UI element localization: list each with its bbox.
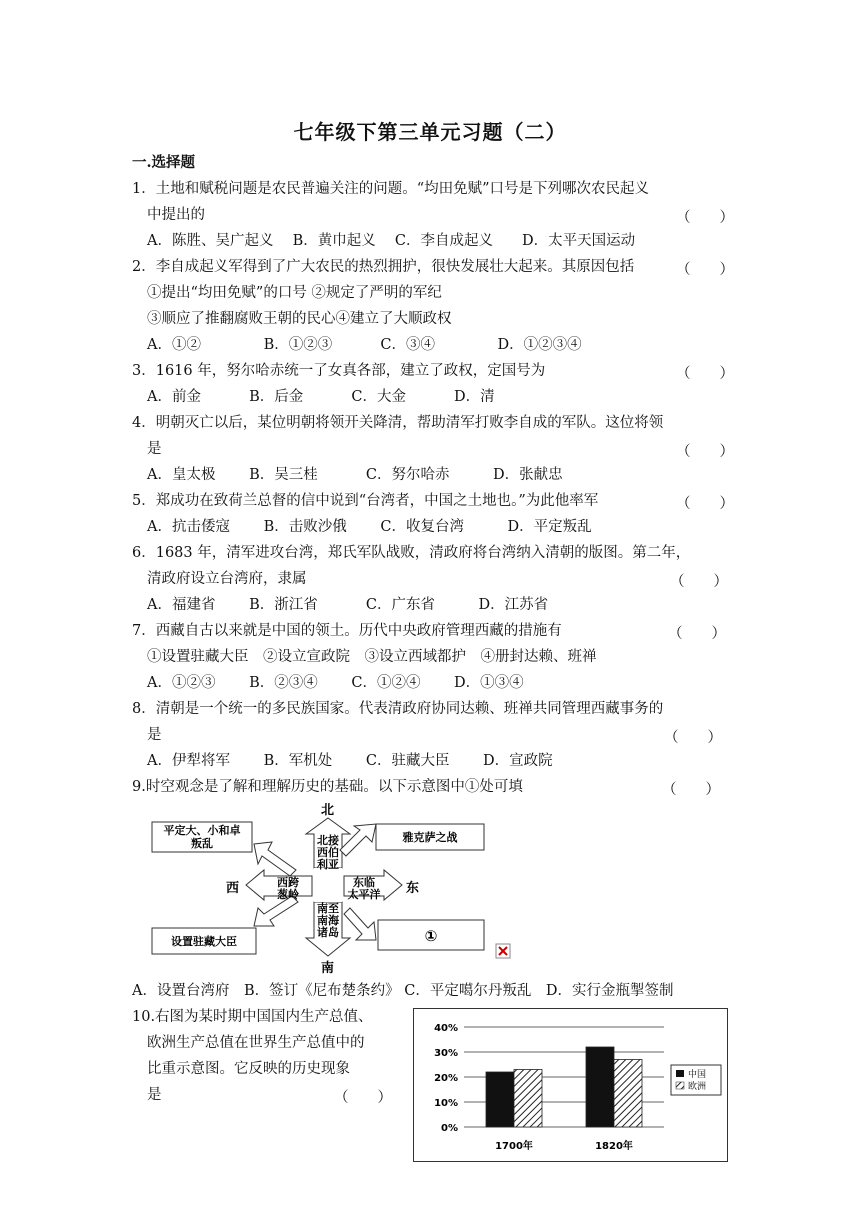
- q7-options: A．①②③ B．②③④ C．①②④ D．①③④: [147, 675, 524, 691]
- q2-item-line2: ③顺应了推翻腐败王朝的民心④建立了大顺政权: [147, 311, 452, 327]
- x-tick-label: 1700年: [495, 1141, 533, 1152]
- diagram-east-label: 东: [406, 881, 420, 896]
- q2-options: A．①② B．①②③ C．③④ D．①②③④: [147, 337, 582, 353]
- x-tick-label: 1820年: [595, 1141, 633, 1152]
- diagram-north-label: 北: [321, 803, 335, 818]
- arrow-south-line2: 南海: [317, 914, 339, 927]
- legend-label-china: 中国: [688, 1070, 707, 1080]
- q6-stem-cont: 清政府设立台湾府，隶属: [147, 571, 307, 587]
- arrow-east-line1: 东临: [353, 876, 375, 889]
- diagram-south-label: 南: [321, 961, 335, 975]
- q5-options: A．抗击倭寇 B．击败沙俄 C．收复台湾 D．平定叛乱: [147, 519, 592, 535]
- y-tick-label: 20%: [434, 1073, 458, 1084]
- box-bottom-right-label: ①: [424, 927, 438, 945]
- q1-answer-blank: （ ）: [676, 210, 734, 226]
- q10-stem-line1: 10.右图为某时期中国国内生产总值、: [132, 1009, 373, 1025]
- bar-china-1: [586, 1047, 614, 1127]
- q1-stem-cont: 中提出的: [147, 207, 205, 223]
- legend-label-europe: 欧洲: [688, 1082, 707, 1092]
- q4-stem-cont: 是: [147, 441, 162, 457]
- q2-stem: 2．李自成起义军得到了广大农民的热烈拥护，很快发展壮大起来。其原因包括: [132, 259, 635, 275]
- q6-options: A．福建省 B．浙江省 C．广东省 D．江苏省: [147, 597, 549, 613]
- arrow-north-line3: 利亚: [317, 858, 339, 871]
- q3-options: A．前金 B．后金 C．大金 D．清: [147, 389, 495, 405]
- y-tick-label: 30%: [434, 1048, 458, 1059]
- box-top-left-line2: 叛乱: [191, 837, 213, 850]
- arrow-south-line3: 诸岛: [317, 926, 339, 939]
- box-top-right-label: 雅克萨之战: [402, 831, 458, 844]
- q9-stem: 9.时空观念是了解和理解历史的基础。以下示意图中①处可填: [132, 779, 523, 795]
- q5-stem: 5．郑成功在致荷兰总督的信中说到“台湾者，中国之土地也。”为此他率军: [132, 493, 599, 509]
- y-tick-label: 0%: [441, 1123, 458, 1134]
- q10-stem-line4: 是: [147, 1087, 162, 1103]
- q3-answer-blank: （ ）: [676, 366, 734, 382]
- bar-china-0: [486, 1072, 514, 1127]
- gdp-share-chart: [413, 1008, 728, 1162]
- legend-swatch-europe: [676, 1082, 684, 1089]
- arrow-nw-shape: [254, 842, 296, 876]
- page-title: 七年级下第三单元习题（二）: [293, 120, 567, 144]
- q3-stem: 3．1616 年，努尔哈赤统一了女真各部，建立了政权，定国号为: [132, 363, 546, 379]
- arrow-se-shape: [344, 908, 376, 940]
- box-bottom-left-label: 设置驻藏大臣: [171, 935, 237, 948]
- q10-stem-line2: 欧洲生产总值在世界生产总值中的: [147, 1035, 365, 1051]
- arrow-west-line1: 西跨: [277, 876, 299, 889]
- q4-stem: 4．明朝灭亡以后，某位明朝将领开关降清，帮助清军打败李自成的军队。这位将领: [132, 415, 664, 431]
- q2-item-line1: ①提出“均田免赋”的口号 ②规定了严明的军纪: [147, 285, 442, 301]
- arrow-ne-shape: [340, 824, 376, 856]
- q7-items: ①设置驻藏大臣 ②设立宣政院 ③设立西域都护 ④册封达赖、班禅: [147, 649, 597, 665]
- q2-answer-blank: （ ）: [676, 262, 734, 278]
- q8-answer-blank: （ ）: [664, 730, 722, 746]
- q4-answer-blank: （ ）: [676, 444, 734, 460]
- q6-stem: 6．1683 年，清军进攻台湾，郑氏军队战败，清政府将台湾纳入清朝的版图。第二年，: [132, 545, 691, 561]
- section-heading: 一.选择题: [132, 154, 196, 171]
- diagram-west-label: 西: [226, 881, 240, 896]
- q7-stem: 7．西藏自古以来就是中国的领土。历代中央政府管理西藏的措施有: [132, 623, 562, 639]
- broken-image-icon: [496, 944, 510, 958]
- q10-stem-line3: 比重示意图。它反映的历史现象: [147, 1061, 350, 1077]
- y-tick-label: 40%: [434, 1023, 458, 1034]
- arrow-west-line2: 葱岭: [277, 888, 299, 901]
- q8-stem: 8．清朝是一个统一的多民族国家。代表清政府协同达赖、班禅共同管理西藏事务的: [132, 701, 664, 717]
- q4-options: A．皇太极 B．吴三桂 C．努尔哈赤 D．张献忠: [147, 467, 563, 483]
- bar-europe-0: [514, 1070, 542, 1128]
- q1-options: A．陈胜、吴广起义 B．黄巾起义 C．李自成起义 D．太平天国运动: [147, 233, 636, 249]
- arrow-north-line2: 西伯: [317, 846, 339, 859]
- bar-europe-1: [614, 1060, 642, 1128]
- arrow-east-line2: 太平洋: [347, 888, 381, 901]
- box-top-left-line1: 平定大、小和卓: [163, 824, 241, 837]
- q7-answer-blank: （ ）: [668, 626, 726, 642]
- arrow-south-line1: 南至: [317, 902, 339, 915]
- q9-answer-blank: （ ）: [662, 782, 720, 798]
- q9-options: A．设置台湾府 B．签订《尼布楚条约》 C．平定噶尔丹叛乱 D．实行金瓶掣签制: [132, 983, 674, 999]
- arrow-north-line1: 北接: [317, 834, 339, 847]
- y-tick-label: 10%: [434, 1098, 458, 1109]
- q5-answer-blank: （ ）: [676, 496, 734, 512]
- q1-stem: 1．土地和赋税问题是农民普遍关注的问题。“均田免赋”口号是下列哪次农民起义: [132, 181, 650, 197]
- q6-answer-blank: （ ）: [670, 574, 728, 590]
- q8-options: A．伊犁将军 B．军机处 C．驻藏大臣 D．宣政院: [147, 753, 553, 769]
- legend-swatch-china: [676, 1070, 684, 1077]
- territory-diagram: [150, 800, 520, 975]
- q10-answer-blank: （ ）: [334, 1090, 392, 1106]
- q8-stem-cont: 是: [147, 727, 162, 743]
